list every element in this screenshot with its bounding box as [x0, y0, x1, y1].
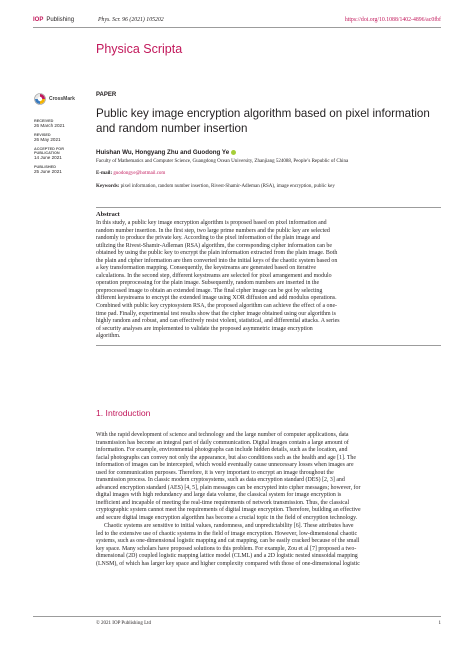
email-label: E-mail: [96, 171, 113, 176]
intro-line: (LNSM), of which has larger key space and higher complexity compared with those of one-dimensional logistic [96, 560, 360, 567]
abstract-line: random number insertion. In the first step, two large prime numbers and the public key are selected [96, 227, 330, 234]
copyright: © 2021 IOP Publishing Ltd [96, 621, 152, 626]
abstract-line: operation preprocessing for the plain image. Subsequently, random numbers are inserted in the [96, 280, 320, 287]
history-dates [34, 119, 89, 174]
journal-title[interactable]: Physica Scripta [96, 42, 183, 56]
section-heading-introduction: 1. Introduction [96, 408, 151, 418]
intro-paragraph-1 [96, 432, 441, 523]
intro-line: transmission has become an integral part of daily communication. Digital images contain a large amount of [96, 439, 349, 446]
intro-line: key space. Many scholars have proposed solutions to this problem. For example, Zou et al [7] proposed a two- [96, 545, 357, 552]
crossmark-badge[interactable] [34, 93, 75, 105]
abstract-line: utilizing the Rivest-Shamir-Adleman (RSA) algorithm, the corresponding cipher information can be [96, 242, 332, 249]
accepted-date: ACCEPTED FOR PUBLICATION 14 June 2021 [34, 147, 64, 160]
intro-paragraph-2 [96, 523, 441, 568]
abstract-line: the plain and cipher information are then converted into the initial keys of the chaotic system based on [96, 257, 338, 264]
keywords-label: Keywords: [96, 184, 120, 189]
orcid-icon[interactable] [231, 150, 236, 155]
abstract-line: algorithm. [96, 333, 121, 340]
footer-rule [33, 616, 441, 617]
intro-line: systems, such as one-dimensional logistic mapping and cat mapping, can be easily cracked because of the small [96, 538, 360, 545]
article-authors [96, 149, 236, 156]
intro-line: transmission process. In classic modern cryptosystems, such as data encryption standard (DES) [2, 3] and [96, 477, 345, 484]
intro-line: facial photographs can convey not only the appearance, but also conditions such as the health and age [1]. The [96, 454, 356, 461]
abstract-line: randomly to produce the private key. According to the pixel information of the plain image and [96, 235, 321, 242]
abstract-line: of security analyses are implemented to validate the proposed asymmetric image encryption [96, 325, 313, 332]
journal-reference: Phys. Scr. 96 (2021) 105202 [98, 17, 164, 23]
published-date: PUBLISHED 25 June 2021 [34, 165, 62, 174]
intro-line: With the rapid development of science and technology and the large number of computer applications, data [96, 432, 349, 438]
intro-line: digital images with high redundancy and large data volume, the classical system for image encryption is [96, 492, 342, 499]
intro-line: cryptographic system cannot meet the requirements of digital image encryption. Therefore, building an effective [96, 507, 361, 514]
intro-line: information of images can be intercepted, which would eventually cause unnecessary losses when images are [96, 462, 354, 469]
keywords-text: pixel information, random number insertion, Rivest-Shamir-Adleman (RSA), image encryption, public key [120, 184, 335, 189]
affiliation: Faculty of Mathematics and Computer Science, Guangdong Ocean University, Zhanjiang 524088, People’s Republic of China [96, 159, 349, 164]
intro-line: used for communication purposes. Therefore, it is very important to encrypt an image throughout the [96, 469, 334, 476]
header-rule [33, 27, 441, 28]
email-link[interactable]: guodongye@hotmail.com [113, 171, 166, 176]
intro-line: dimensional (2D) coupled logistic mapping lattice model (CLML) and a 2D logistic nested sinusoidal mapping [96, 553, 358, 560]
article-title: Public key image encryption algorithm based on pixel information and random number insertion [96, 107, 430, 135]
doi-link[interactable]: https://doi.org/10.1088/1402-4896/ac0fbf [344, 17, 441, 23]
received-date: RECEIVED 26 March 2021 [34, 119, 65, 128]
intro-line: information. For example, environmental photographs can include hidden details, such as the location, and [96, 447, 348, 454]
abstract-line: calculations. In the second step, different keystreams are selected for pixel arrangement and modulo [96, 272, 332, 279]
abstract-line: preprocessed image to obtain an extended image. The final cipher image can be got by selecting [96, 287, 323, 294]
intro-line: advanced encryption standard (AES) [4, 5], plain messages can be encrypted into cipher messages; however, for [96, 484, 361, 491]
author-names: Huishan Wu, Hongyang Zhu and Guodong Ye [96, 149, 230, 156]
abstract-line: time pad. Finally, experimental test results show that the cipher image obtained using our algorithm is [96, 310, 336, 317]
abstract-line: a key transformation mapping. Consequently, the keystreams are generated based on iterative [96, 265, 316, 272]
page-number: 1 [438, 621, 441, 626]
email-line [96, 171, 165, 176]
abstract-line: In this study, a public key image encryption algorithm is proposed based on pixel information and [96, 220, 327, 226]
abstract-line: obtained by using the public key to encrypt the plain information extracted from the plain image. Both [96, 250, 338, 257]
abstract-body [96, 220, 441, 341]
abstract-line: highly random and robust, and can effectively resist violent, statistical, and differential attacks. A series [96, 318, 340, 325]
crossmark-icon [34, 93, 46, 105]
abstract-bottom-rule [96, 345, 441, 346]
abstract-top-rule [96, 207, 441, 208]
article-type: PAPER [96, 92, 117, 98]
intro-line: Chaotic systems are sensitive to initial values, randomness, and unpredictability [6]. These attributes have [104, 523, 354, 529]
abstract-heading: Abstract [96, 211, 120, 218]
publisher-name: Publishing [46, 17, 75, 23]
revised-date: REVISED 26 May 2021 [34, 133, 61, 142]
intro-line: led to the extensive use of chaotic systems in the field of image encryption. However, low-dimensional chaotic [96, 530, 358, 537]
intro-line: and secure digital image encryption algorithm has become a crucial topic in the field of encryption technology. [96, 515, 358, 522]
iop-logo-mark: IOP [33, 17, 44, 23]
crossmark-label: CrossMark [49, 96, 75, 102]
abstract-line: Combined with public key cryptosystem RSA, the proposed algorithm can achieve the effect of a one- [96, 303, 338, 310]
keywords-line [96, 184, 441, 189]
intro-line: inefficient and incapable of meeting the real-time requirements of network transmission. Thus, the classical [96, 499, 350, 506]
publisher-logo[interactable] [33, 17, 74, 23]
abstract-line: different keystreams to encrypt the extended image using XOR diffusion and add modulus operations. [96, 295, 337, 302]
